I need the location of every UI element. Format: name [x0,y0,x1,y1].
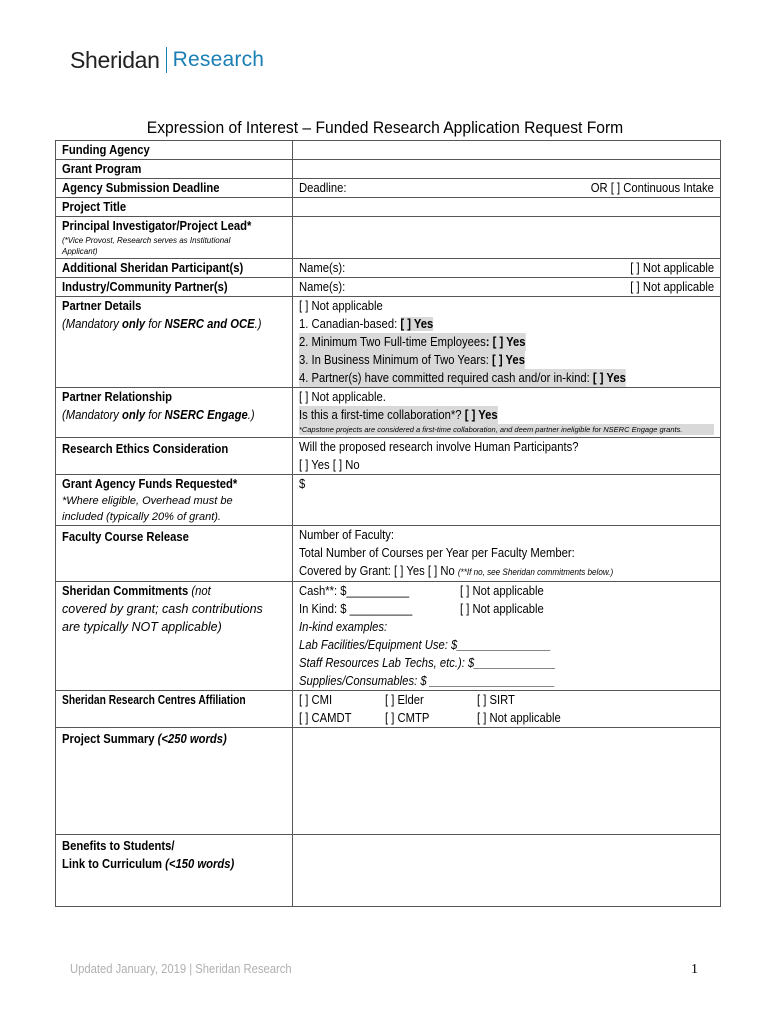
funds-value: $ [298,477,306,491]
partner-details-label: Partner Details (Mandatory only for NSERC and OCE.) [56,297,293,388]
logo-divider [166,47,167,73]
benefits-field[interactable] [292,835,720,907]
funding-agency-field[interactable] [292,141,720,160]
partner-relationship-note: (Mandatory only for NSERC Engage.) [62,408,255,422]
summary-label: Project Summary (<250 words) [56,728,293,835]
logo-brand: Sheridan [70,46,160,73]
commitments-field[interactable] [292,582,720,691]
additional-names: Name(s): [298,261,346,275]
additional-na-checkbox[interactable]: [ ] Not applicable [630,261,714,275]
project-title-label: Project Title [56,198,293,217]
logo-sub: Research [172,48,265,71]
commitments-label: Sheridan Commitments (not covered by grant; cash contributions are typically NOT applicable) [56,582,293,691]
footer-text: Updated January, 2019 | Sheridan Research [70,962,292,976]
grant-program-label: Grant Program [56,160,293,179]
release-faculty-count: Number of Faculty: [298,528,394,542]
centres-field[interactable] [292,691,720,728]
partner-criterion-1[interactable]: 1. Canadian-based: [ ] Yes [298,317,434,331]
page-title: Expression of Interest – Funded Research Application Request Form [146,118,624,137]
partner-na-checkbox[interactable]: [ ] Not applicable [298,299,383,313]
pi-note: (*Vice Provost, Research serves as Institutional Applicant) [62,236,231,256]
pi-label: Principal Investigator/Project Lead* (*Vice Provost, Research serves as Institutional Applicant) [56,217,293,259]
commit-examples: In-kind examples: [298,620,388,634]
funds-note: *Where eligible, Overhead must be included (typically 20% of grant). [62,495,233,523]
centre-sirt-checkbox[interactable]: [ ] SIRT [476,693,515,707]
deadline-text: Deadline: [298,181,347,195]
commit-example-lab[interactable]: Lab Facilities/Equipment Use: $_______________ [298,638,551,652]
commitments-note: covered by grant; cash contributions are typically NOT applicable) [62,602,263,634]
deadline-field[interactable] [292,179,720,198]
funding-agency-label: Funding Agency [56,141,293,160]
partner-criterion-2[interactable]: 2. Minimum Two Full-time Employees: [ ] Yes [298,335,526,349]
commit-example-staff[interactable]: Staff Resources Lab Techs, etc.): $_____________ [298,656,556,670]
deadline-label: Agency Submission Deadline [56,179,293,198]
capstone-caption: *Capstone projects are considered a first-time collaboration, and deem partner ineligible for NSERC Engage grants. [299,424,714,435]
continuous-intake-checkbox[interactable]: OR [ ] Continuous Intake [590,181,714,195]
partner-details-note: (Mandatory only for NSERC and OCE.) [62,317,262,331]
additional-participants-field[interactable] [292,259,720,278]
commit-cash[interactable]: Cash**: $__________ [298,584,410,598]
additional-participants-label: Additional Sheridan Participant(s) [56,259,293,278]
ethics-label: Research Ethics Consideration [56,438,293,475]
release-courses: Total Number of Courses per Year per Faculty Member: [298,546,575,560]
first-time-collaboration[interactable]: Is this a first-time collaboration*? [ ] Yes [298,408,498,422]
industry-partner-field[interactable] [292,278,720,297]
ethics-options[interactable]: [ ] Yes [ ] No [298,458,360,472]
commit-kind-na-checkbox[interactable]: [ ] Not applicable [459,602,544,616]
pi-field[interactable] [292,217,720,259]
partner-relationship-label: Partner Relationship (Mandatory only for NSERC Engage.) [56,388,293,438]
funds-field[interactable] [292,475,720,526]
ethics-question: Will the proposed research involve Human Participants? [298,440,579,454]
sheridan-research-logo [70,44,264,76]
centre-cmi-checkbox[interactable]: [ ] CMI [298,693,333,707]
centre-cmtp-checkbox[interactable]: [ ] CMTP [384,711,430,725]
centre-camdt-checkbox[interactable]: [ ] CAMDT [298,711,352,725]
industry-names: Name(s): [298,280,346,294]
centre-na-checkbox[interactable]: [ ] Not applicable [476,711,561,725]
partner-criterion-4[interactable]: 4. Partner(s) have committed required cash and/or in-kind: [ ] Yes [298,371,626,385]
release-field[interactable] [292,526,720,582]
relationship-na-checkbox[interactable]: [ ] Not applicable. [298,390,386,404]
funds-label: Grant Agency Funds Requested* *Where eligible, Overhead must be included (typically 20% of grant). [56,475,293,526]
industry-na-checkbox[interactable]: [ ] Not applicable [630,280,714,294]
project-title-field[interactable] [292,198,720,217]
release-label: Faculty Course Release [56,526,293,582]
centres-label: Sheridan Research Centres Affiliation [56,691,293,728]
partner-details-field[interactable] [292,297,720,388]
ethics-field[interactable] [292,438,720,475]
commit-kind[interactable]: In Kind: $ __________ [298,602,413,616]
commit-cash-na-checkbox[interactable]: [ ] Not applicable [459,584,544,598]
centre-elder-checkbox[interactable]: [ ] Elder [384,693,424,707]
grant-program-field[interactable] [292,160,720,179]
benefits-label: Benefits to Students/ Link to Curriculum (<150 words) [56,835,293,907]
partner-relationship-field[interactable] [292,388,720,438]
industry-partner-label: Industry/Community Partner(s) [56,278,293,297]
page-number: 1 [691,962,698,977]
release-covered[interactable]: Covered by Grant: [ ] Yes [ ] No (**If no, see Sheridan commitments below.) [298,564,614,578]
application-form-table [55,140,721,907]
summary-field[interactable] [292,728,720,835]
partner-criterion-3[interactable]: 3. In Business Minimum of Two Years: [ ] Yes [298,353,525,367]
commit-example-supplies[interactable]: Supplies/Consumables: $ ____________________ [298,674,555,688]
